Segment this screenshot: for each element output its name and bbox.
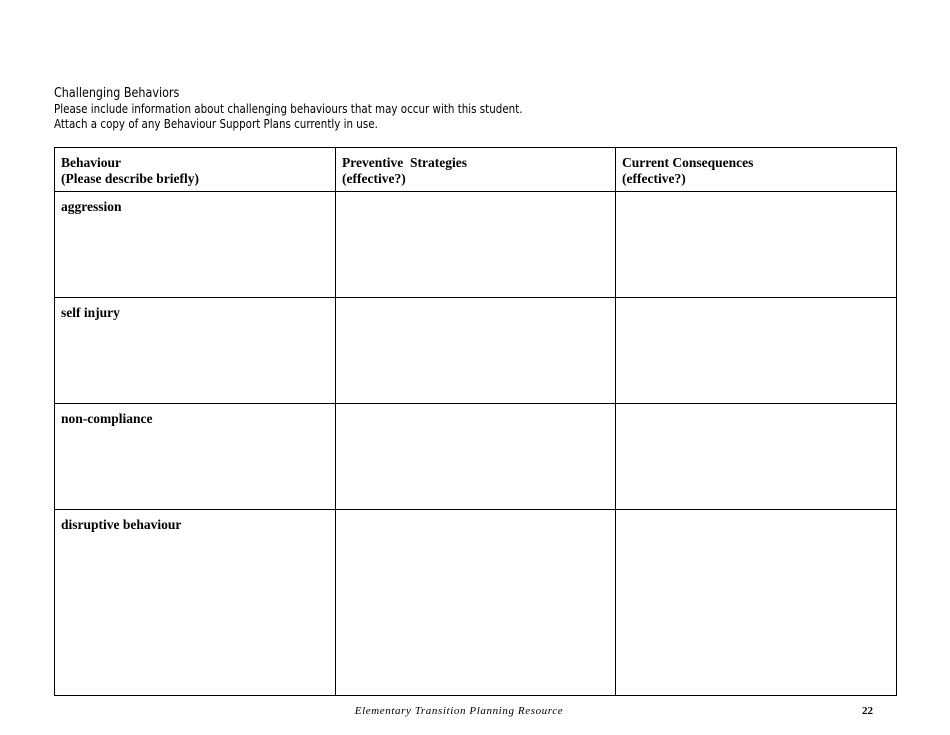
table-row [55, 404, 897, 510]
header-behaviour [55, 148, 336, 192]
consequences-cell[interactable] [616, 510, 897, 696]
footer-resource-title: Elementary Transition Planning Resource [354, 705, 564, 717]
page-number: 22 [862, 705, 873, 717]
strategies-cell[interactable] [336, 404, 616, 510]
consequences-cell[interactable] [616, 192, 897, 298]
table-header-row [55, 148, 897, 192]
header-label: Current Consequences [622, 155, 754, 170]
table-row [55, 298, 897, 404]
table-row [55, 510, 897, 696]
behaviour-cell: self injury [55, 298, 336, 404]
section-intro [54, 86, 523, 133]
header-sublabel: (effective?) [622, 171, 686, 186]
behaviour-cell: disruptive behaviour [55, 510, 336, 696]
header-sublabel: (Please describe briefly) [61, 171, 199, 186]
section-title: Challenging Behaviors [54, 86, 180, 101]
consequences-cell[interactable] [616, 404, 897, 510]
table-row [55, 192, 897, 298]
strategies-cell[interactable] [336, 510, 616, 696]
strategies-cell[interactable] [336, 298, 616, 404]
instruction-line: Please include information about challenging behaviours that may occur with this student. [54, 101, 523, 116]
header-preventive-strategies [336, 148, 616, 192]
behaviour-table [54, 147, 897, 696]
behaviour-cell: non-compliance [55, 404, 336, 510]
instruction-line: Attach a copy of any Behaviour Support Plans currently in use. [54, 117, 378, 131]
behaviour-cell: aggression [55, 192, 336, 298]
header-sublabel: (effective?) [342, 171, 406, 186]
consequences-cell[interactable] [616, 298, 897, 404]
strategies-cell[interactable] [336, 192, 616, 298]
header-label: Behaviour [61, 155, 122, 170]
header-current-consequences [616, 148, 897, 192]
header-label: Preventive Strategies [342, 155, 467, 170]
